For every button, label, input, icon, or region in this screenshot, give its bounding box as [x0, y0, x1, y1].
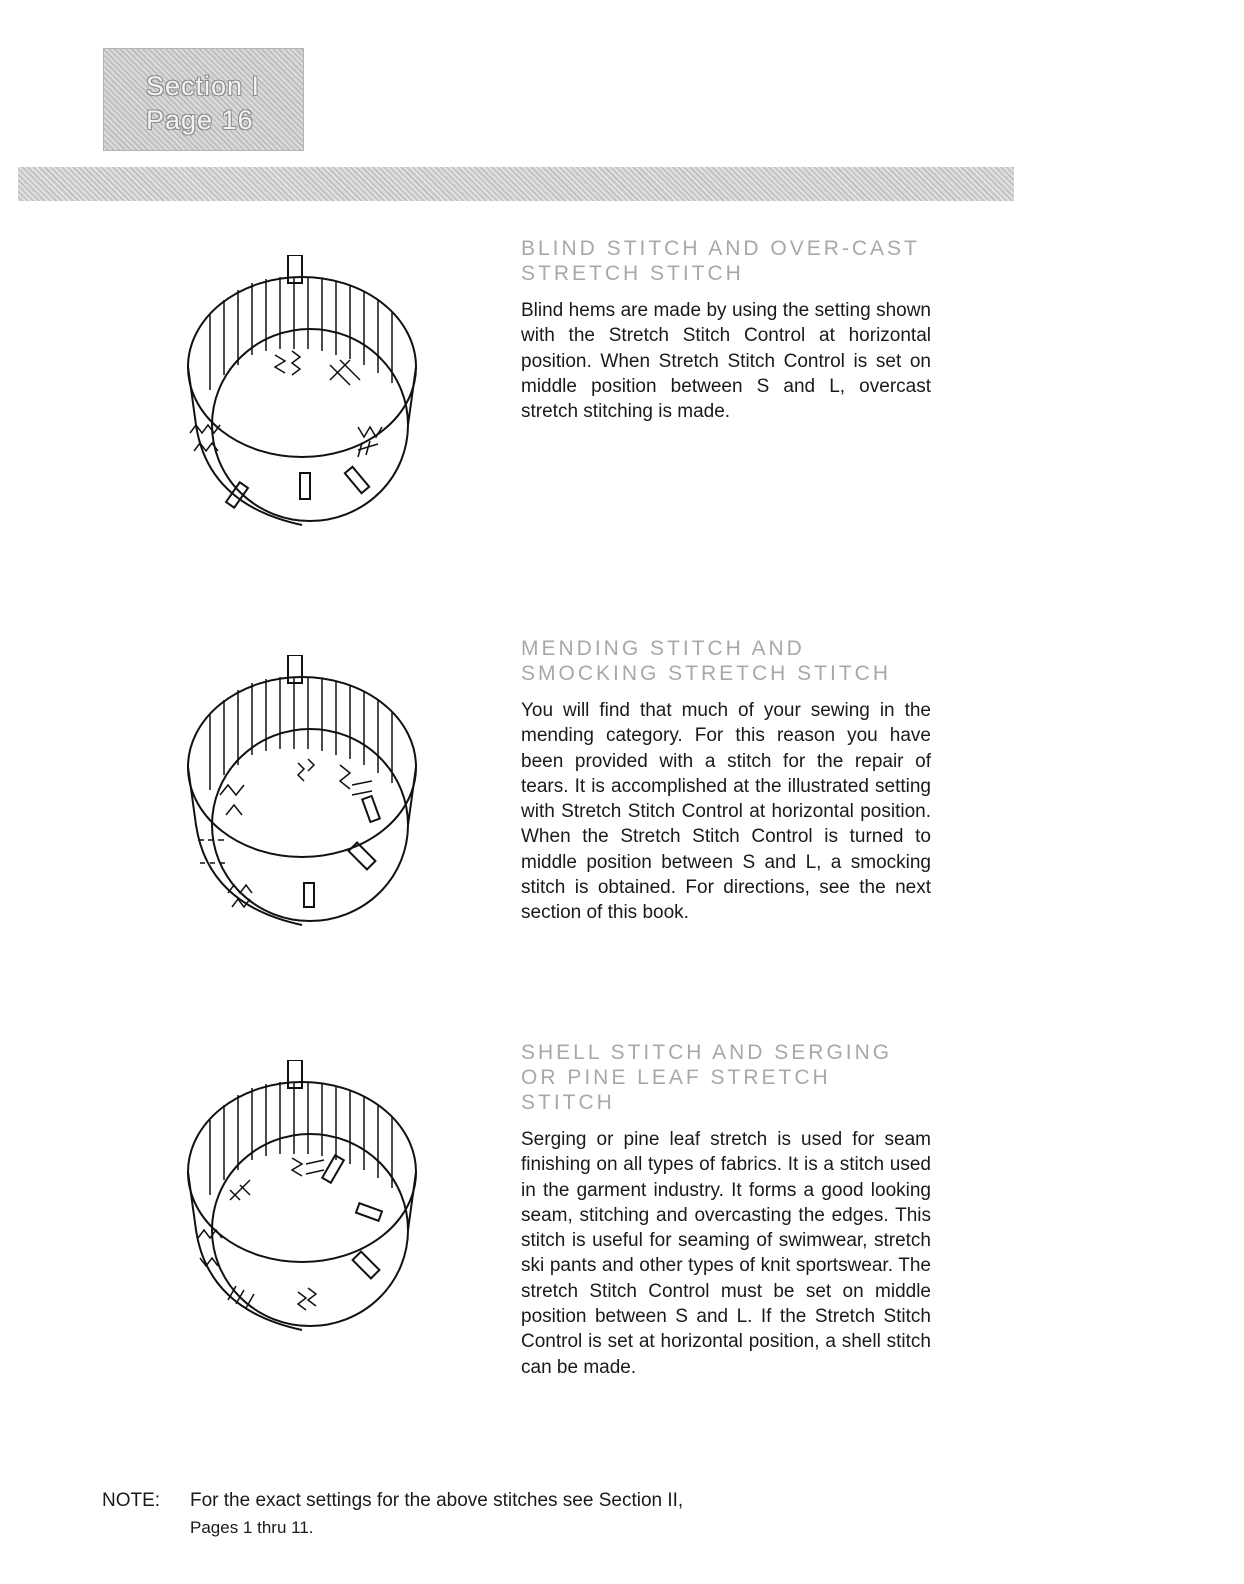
note-text-line2: Pages 1 thru 11. — [190, 1518, 314, 1537]
section-label: Section I — [146, 71, 261, 101]
stitch-dial-illustration-3 — [180, 1060, 420, 1340]
note-text-line1: For the exact settings for the above stitches see Section II, — [190, 1490, 684, 1511]
section-title: BLIND STITCH AND OVER-CAST STRETCH STITCH — [521, 237, 920, 285]
header-band — [18, 167, 1014, 201]
section-title: MENDING STITCH AND SMOCKING STRETCH STITCH — [521, 637, 892, 685]
page-label: Page 16 — [146, 105, 254, 135]
section-blind-stitch — [521, 236, 931, 424]
section-title: SHELL STITCH AND SERGING OR PINE LEAF STRETCH STITCH — [521, 1041, 893, 1114]
stitch-dial-illustration-2 — [180, 655, 420, 935]
section-mending-stitch — [521, 636, 931, 926]
note-label: NOTE: — [102, 1490, 161, 1511]
section-body: Blind hems are made by using the setting shown with the Stretch Stitch Control at horizontal position. When Stretch Stitch Control is set on middle position between S and L, overcast stretch stitching is made. — [521, 300, 931, 423]
section-shell-stitch — [521, 1040, 931, 1380]
section-body: You will find that much of your sewing in the mending category. For this reason you have been provided with a stitch for the repair of tears. It is accomplished at the illustrated setting with Stretch Stitch Control at horizontal position. When the Stretch Stitch Control is turned to middle position between S and L, a smocking stitch is obtained. For directions, see the next section of this book. — [521, 700, 931, 924]
stitch-dial-illustration-1 — [180, 255, 420, 535]
section-tab — [103, 48, 304, 151]
section-body: Serging or pine leaf stretch is used for seam finishing on all types of fabrics. It is a stitch used in the garment industry. It forms a good looking seam, stitching and overcasting the edges. This stitch is useful for seaming of swimwear, stretch ski pants and other types of knit sportswear. The stretch Stitch Control must be set on middle position between S and L. If the Stretch Stitch Control is set at horizontal position, a shell stitch can be made. — [521, 1129, 931, 1378]
